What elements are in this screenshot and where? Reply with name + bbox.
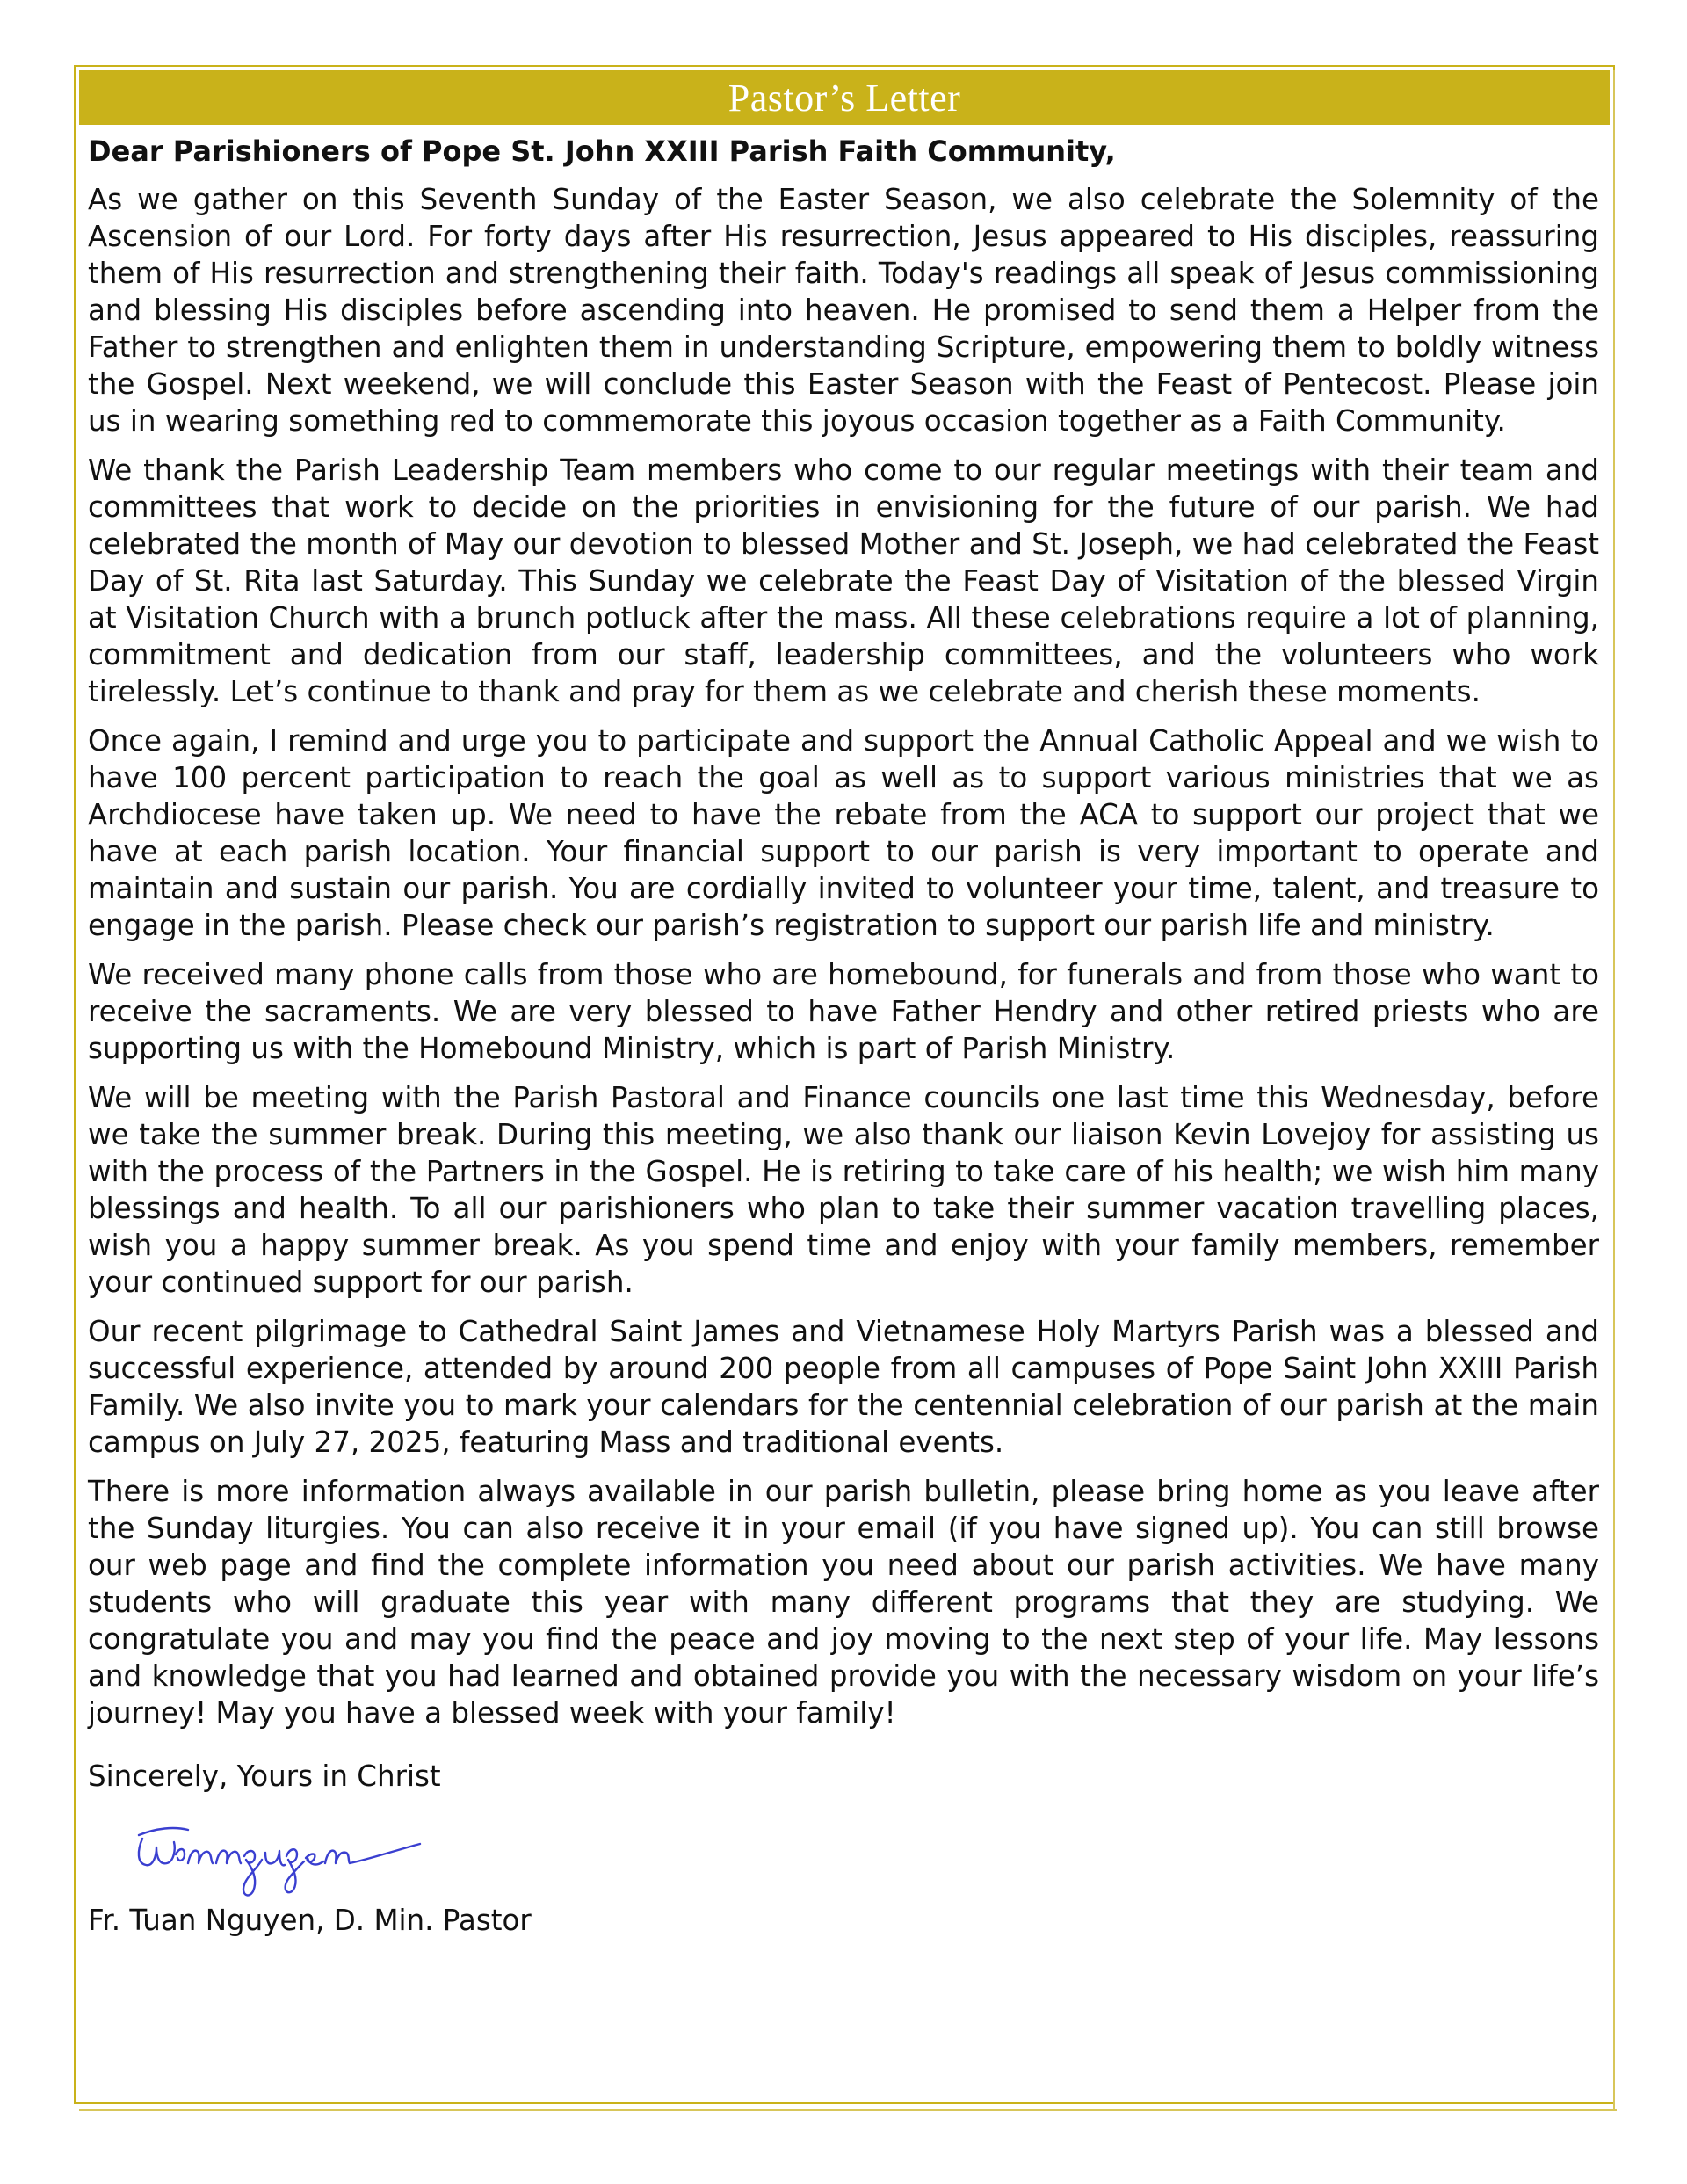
frame-edge-bottom	[79, 2109, 1617, 2111]
page-title: Pastor’s Letter	[728, 76, 961, 120]
letter-body	[88, 132, 1599, 1939]
paragraph-6: Our recent pilgrimage to Cathedral Saint James and Vietnamese Holy Martyrs Parish was a blessed and successful experience, attended by around 200 people from all campuses of Pope Saint John XXIII Parish Family. We also invite you to mark your calendars for the centennial celebration of our parish at the main campus on July 27, 2025, featuring Mass and traditional events.	[88, 1315, 1599, 1459]
paragraph-7: There is more information always available in our parish bulletin, please bring home as you leave after the Sunday liturgies. You can also receive it in your email (if you have signed up). You can still browse our web page and find the complete information you need about our parish activities. We have many students who will graduate this year with many different programs that they are studying. We congratulate you and may you find the peace and joy moving to the next step of your life. May lessons and knowledge that you had learned and obtained provide you with the necessary wisdom on your life’s journey! May you have a blessed week with your family!	[88, 1475, 1599, 1730]
frame-edge-right	[1613, 70, 1615, 2109]
paragraph-2: We thank the Parish Leadership Team members who come to our regular meetings with their team and committees that work to decide on the priorities in envisioning for the future of our parish. We had celebrated the month of May our devotion to blessed Mother and St. Joseph, we had celebrated the Feast Day of St. Rita last Saturday. This Sunday we celebrate the Feast Day of Visitation of the blessed Virgin at Visitation Church with a brunch potluck after the mass. All these celebrations require a lot of planning, commitment and dedication from our staff, leadership committees, and the volunteers who work tirelessly. Let’s continue to thank and pray for them as we celebrate and cherish these moments.	[88, 453, 1599, 708]
signer-name: Fr. Tuan Nguyen, D. Min. Pastor	[88, 1904, 532, 1937]
header-bar	[79, 70, 1610, 125]
paragraph-5: We will be meeting with the Parish Pastoral and Finance councils one last time this Wednesday, before we take the summer break. During this meeting, we also thank our liaison Kevin Lovejoy for assisting us with the process of the Partners in the Gospel. He is retiring to take care of his health; we wish him many blessings and health. To all our parishioners who plan to take their summer vacation travelling places, wish you a happy summer break. As you spend time and enjoy with your family members, remember your continued support for our parish.	[88, 1081, 1599, 1299]
paragraph-1: As we gather on this Seventh Sunday of the Easter Season, we also celebrate the Solemnity of the Ascension of our Lord. For forty days after His resurrection, Jesus appeared to His disciples, reassuring them of His resurrection and strengthening their faith. Today's readings all speak of Jesus commissioning and blessing His disciples before ascending into heaven. He promised to send them a Helper from the Father to strengthen and enlighten them in understanding Scripture, empowering them to boldly witness the Gospel. Next weekend, we will conclude this Easter Season with the Feast of Pentecost. Please join us in wearing something red to commemorate this joyous occasion together as a Faith Community.	[88, 183, 1599, 438]
closing-line: Sincerely, Yours in Christ	[88, 1760, 441, 1793]
salutation: Dear Parishioners of Pope St. John XXIII Parish Faith Community,	[88, 134, 1116, 168]
paragraph-3: Once again, I remind and urge you to participate and support the Annual Catholic Appeal and we wish to have 100 percent participation to reach the goal as well as to support various ministries that we as Archdiocese have taken up. We need to have the rebate from the ACA to support our project that we have at each parish location. Your financial support to our parish is very important to operate and maintain and sustain our parish. You are cordially invited to volunteer your time, talent, and treasure to engage in the parish. Please check our parish’s registration to support our parish life and ministry.	[88, 724, 1599, 942]
signature-image	[130, 1805, 429, 1902]
paragraph-4: We received many phone calls from those who are homebound, for funerals and from those who want to receive the sacraments. We are very blessed to have Father Hendry and other retired priests who are supporting us with the Homebound Ministry, which is part of Parish Ministry.	[88, 958, 1599, 1065]
